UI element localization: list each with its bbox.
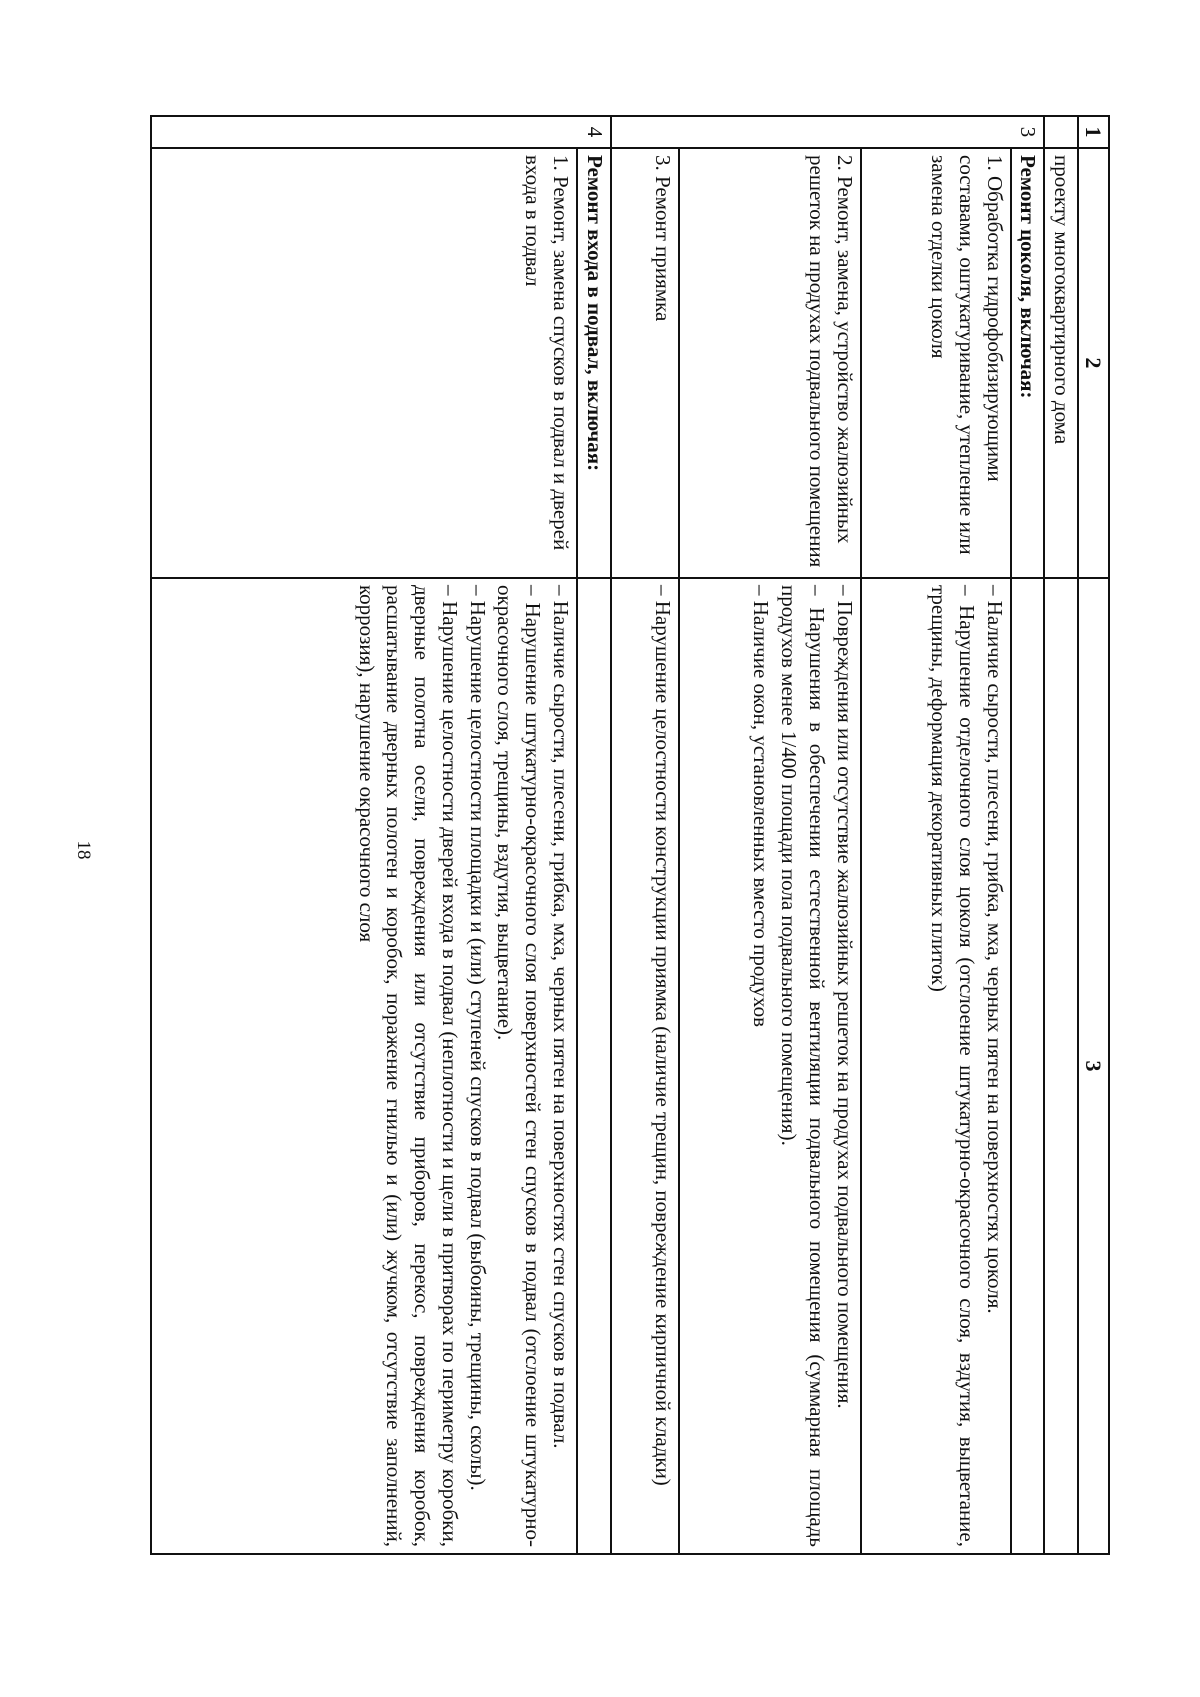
section-number: 4 — [151, 116, 611, 148]
header-col-2: 2 — [1078, 148, 1109, 578]
defect-text: – Нарушение целостности площадки и (или) ступеней спусков в подвал (выбоины, трещины, сколы). — [465, 585, 490, 1491]
continuation-num-cell — [1044, 116, 1078, 148]
continuation-empty-cell — [1044, 578, 1078, 1554]
work-cell: 3. Ремонт приямка — [611, 148, 679, 578]
header-col-1: 1 — [1078, 116, 1109, 148]
page-number: 18 — [73, 840, 94, 860]
defect-text: – Нарушение отделочного слоя цоколя (отслоение штукатурно-окрасочного слоя, вздутия, выцветание, трещины, деформация декоративных плиток) — [927, 585, 979, 1547]
defect-text: – Повреждения или отсутствие жалюзийных решеток на продухах подвального помещения. — [832, 585, 857, 1409]
table-row — [679, 116, 861, 1554]
defect-text: – Нарушение целостности дверей входа в подвал (неплотности и щели в притворах по периметру коробки, дверные полотна осели, повреждения или отсутствие приборов, перекос, повреждения коробок, расшатывание дверных полотен и коробок, поражение гнилью и (или) жучком, отсутствие заполнений, коррозия), нарушение окрасочного слоя — [354, 585, 462, 1547]
defect-text: – Нарушение штукатурно-окрасочного слоя поверхностей стен спусков в подвал (отслоение штукатурно-окрасочного слоя, трещины, вздутия, выцветание). — [493, 585, 546, 1547]
section-title: Ремонт входа в подвал, включая: — [577, 148, 611, 578]
defect-text: – Нарушения в обеспечении естественной вентиляции подвального помещения (суммарная площадь продухов менее 1/400 площади пола подвального помещения). — [777, 585, 829, 1547]
section-number: 3 — [611, 116, 1045, 148]
section-title-row — [577, 116, 611, 1554]
defects-cell — [861, 578, 1011, 1554]
defect-text: – Наличие сырости, плесени, грибка, мха, черных пятен на поверхностях стен спусков в подвал. — [548, 585, 573, 1449]
continuation-row — [1044, 116, 1078, 1554]
defect-text: – Наличие сырости, плесени, грибка, мха, черных пятен на поверхностях цоколя. — [982, 585, 1007, 1314]
table-row — [861, 116, 1011, 1554]
section-title: Ремонт цоколя, включая: — [1011, 148, 1045, 578]
defects-cell — [611, 578, 679, 1554]
defects-cell — [151, 578, 577, 1554]
section-title-empty-cell — [577, 578, 611, 1554]
work-cell: 1. Ремонт, замена спусков в подвал и дверей входа в подвал — [151, 148, 577, 578]
table-row — [151, 116, 577, 1554]
defect-text: – Наличие окон, установленных вместо продухов — [749, 585, 774, 1028]
table-header-row — [1078, 116, 1109, 1554]
header-col-3: 3 — [1078, 578, 1109, 1554]
defect-text: – Нарушение целостности конструкции приямка (наличие трещин, повреждение кирпичной кладки) — [650, 585, 675, 1486]
section-title-empty-cell — [1011, 578, 1045, 1554]
repair-works-table — [150, 115, 1110, 1555]
work-cell: 2. Ремонт, замена, устройство жалюзийных решеток на продухах подвального помещения — [679, 148, 861, 578]
table-row — [611, 116, 679, 1554]
continuation-text: проекту многоквартирного дома — [1044, 148, 1078, 578]
defects-cell — [679, 578, 861, 1554]
section-title-row — [1011, 116, 1045, 1554]
rotated-table-sheet — [150, 115, 1110, 1553]
work-cell: 1. Обработка гидрофобизирующими составами, оштукатуривание, утепление или замена отделки цоколя — [861, 148, 1011, 578]
